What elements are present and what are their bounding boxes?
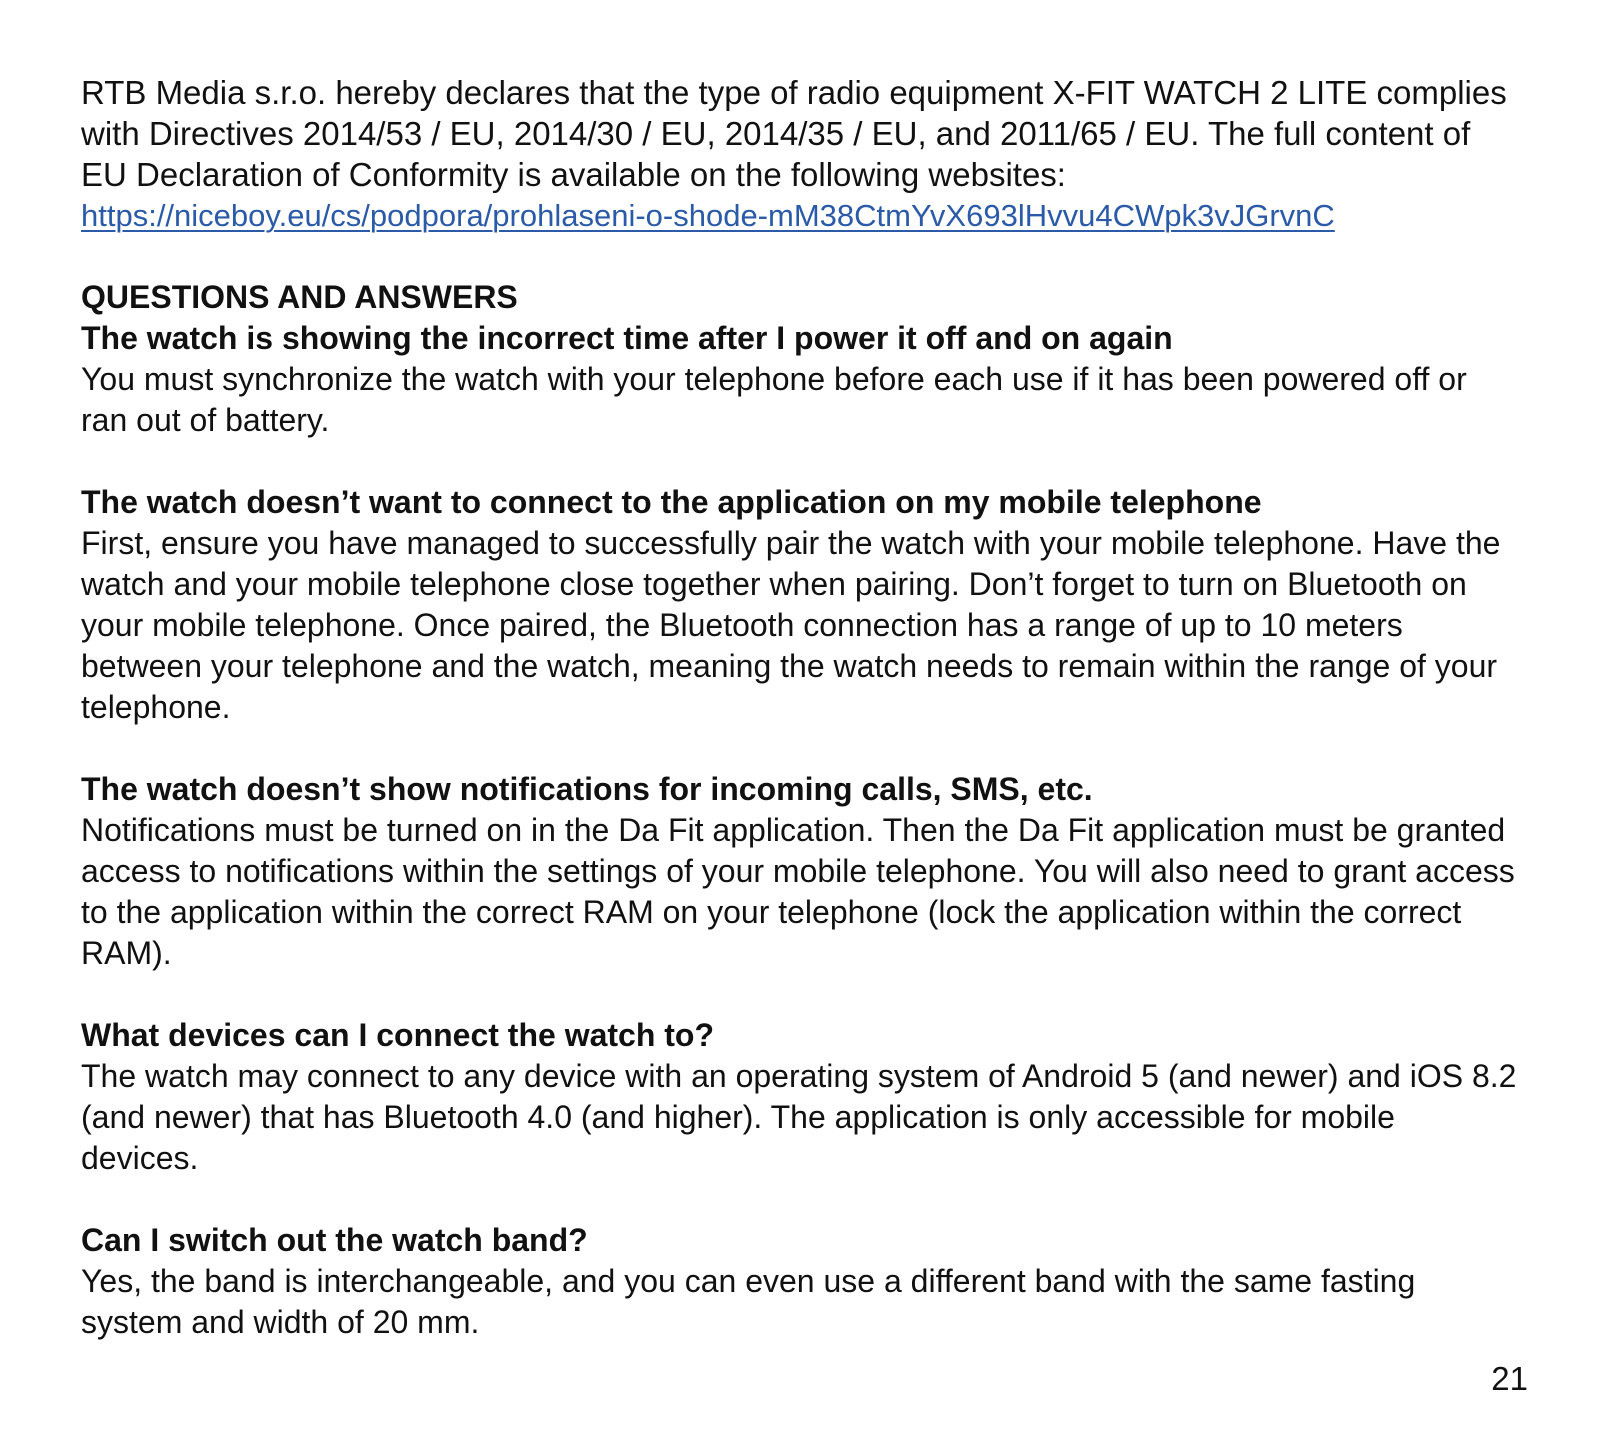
qa-answer: First, ensure you have managed to successfully pair the watch with your mobile telephone. Have the watch and your mobile telephone close together when pairing. Don’t forget to turn on Bluetooth on your mobile telephone. Once paired, the Bluetooth connection has a range of up to 10 meters between your telephone and the watch, meaning the watch needs to remain within the range of your telephone. [81, 525, 1501, 725]
qa-list [81, 318, 1521, 1343]
qa-question: What devices can I connect the watch to? [81, 1017, 715, 1053]
declaration-section [81, 72, 1521, 236]
qa-item [81, 1220, 1521, 1343]
qa-answer: Notifications must be turned on in the Da Fit application. Then the Da Fit application must be granted access to notifications within the settings of your mobile telephone. You will also need to grant access to the application within the correct RAM on your telephone (lock the application within the correct RAM). [81, 812, 1515, 971]
qa-answer: You must synchronize the watch with your telephone before each use if it has been powered off or ran out of battery. [81, 361, 1467, 438]
qa-item [81, 769, 1521, 974]
qa-question: The watch doesn’t show notifications for incoming calls, SMS, etc. [81, 771, 1093, 807]
qa-section-heading: QUESTIONS AND ANSWERS [81, 279, 518, 315]
document-page [81, 72, 1521, 1343]
page-number: 21 [1491, 1360, 1528, 1397]
qa-question: The watch is showing the incorrect time after I power it off and on again [81, 320, 1173, 356]
qa-question: The watch doesn’t want to connect to the application on my mobile telephone [81, 484, 1262, 520]
declaration-text: RTB Media s.r.o. hereby declares that the type of radio equipment X-FIT WATCH 2 LITE complies with Directives 2014/53 / EU, 2014/30 / EU, 2014/35 / EU, and 2011/65 / EU. The full content of EU Declaration of Conformity is available on the following websites: [81, 74, 1507, 193]
qa-item [81, 482, 1521, 728]
declaration-link[interactable]: https://niceboy.eu/cs/podpora/prohlaseni-o-shode-mM38CtmYvX693lHvvu4CWpk3vJGrvnC [81, 198, 1335, 233]
qa-item [81, 318, 1521, 441]
qa-answer: The watch may connect to any device with an operating system of Android 5 (and newer) and iOS 8.2 (and newer) that has Bluetooth 4.0 (and higher). The application is only accessible for mobile devices. [81, 1058, 1517, 1176]
qa-item [81, 1015, 1521, 1179]
qa-answer: Yes, the band is interchangeable, and you can even use a different band with the same fasting system and width of 20 mm. [81, 1263, 1416, 1340]
qa-question: Can I switch out the watch band? [81, 1222, 588, 1258]
